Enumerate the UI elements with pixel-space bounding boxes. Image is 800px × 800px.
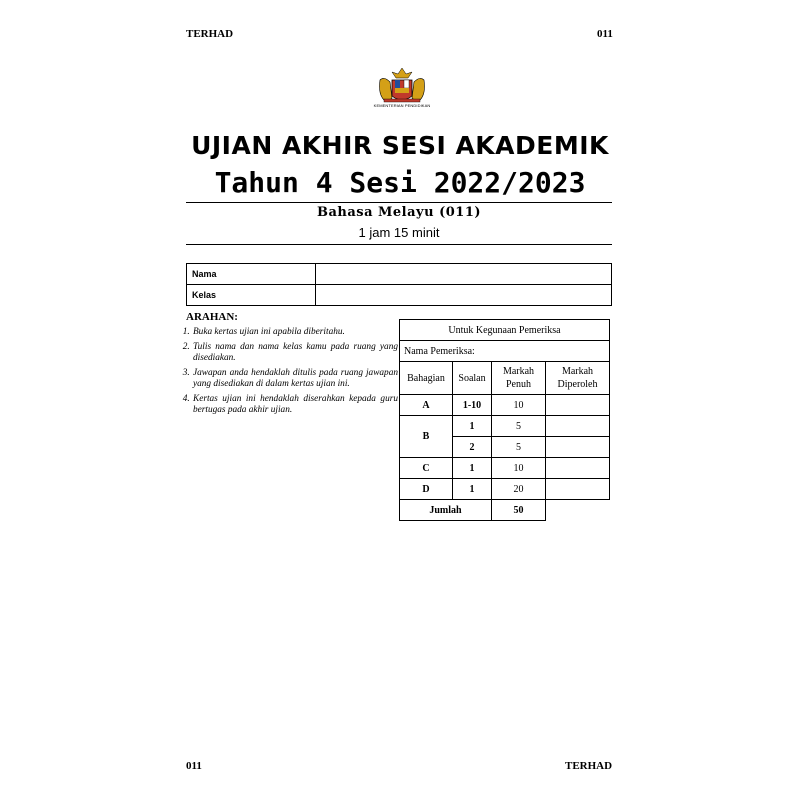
student-info-table: [186, 263, 612, 306]
subject-name: Bahasa Melayu (011): [316, 205, 482, 220]
question-range: 1-10: [453, 395, 492, 416]
name-field[interactable]: [316, 264, 612, 285]
exam-title: UJIAN AKHIR SESI AKADEMIK: [191, 131, 609, 160]
full-marks: 10: [492, 458, 546, 479]
col-header-markah-penuh: Markah Penuh: [492, 362, 546, 395]
obtained-marks-cell[interactable]: [546, 437, 610, 458]
header-paper-code: 011: [597, 28, 613, 40]
class-label: Kelas: [187, 285, 316, 306]
full-marks: 5: [492, 416, 546, 437]
exam-duration: 1 jam 15 minit: [358, 225, 440, 240]
question-range: 1: [453, 479, 492, 500]
section-label: C: [400, 458, 453, 479]
student-class-row: [187, 285, 612, 306]
title-divider-bottom: [186, 244, 612, 245]
question-range: 1: [453, 416, 492, 437]
obtained-marks-cell[interactable]: [546, 416, 610, 437]
instruction-item: 3. Jawapan anda hendaklah ditulis pada ruang jawapan yang disediakan di dalam kertas ujian ini.: [192, 368, 398, 390]
instruction-item: 4. Kertas ujian ini hendaklah diserahkan kepada guru bertugas pada akhir ujian.: [192, 394, 398, 416]
total-row: [400, 500, 610, 521]
obtained-marks-cell[interactable]: [546, 458, 610, 479]
examiner-table-title: Untuk Kegunaan Pemeriksa: [400, 320, 610, 341]
student-name-row: [187, 264, 612, 285]
section-label: A: [400, 395, 453, 416]
full-marks: 10: [492, 395, 546, 416]
examiner-marks-table: [399, 319, 610, 521]
table-row: [400, 395, 610, 416]
title-divider-top: [186, 202, 612, 203]
obtained-marks-cell[interactable]: [546, 479, 610, 500]
name-label: Nama: [187, 264, 316, 285]
exam-session: Tahun 4 Sesi 2022/2023: [214, 166, 586, 199]
total-full-marks: 50: [492, 500, 546, 521]
instruction-item: 1. Buka kertas ujian ini apabila diberitahu.: [192, 327, 398, 338]
class-field[interactable]: [316, 285, 612, 306]
header-classification: TERHAD: [186, 28, 234, 40]
full-marks: 20: [492, 479, 546, 500]
table-row: [400, 479, 610, 500]
col-header-markah-diperoleh: Markah Diperoleh: [546, 362, 610, 395]
total-label: Jumlah: [400, 500, 492, 521]
full-marks: 5: [492, 437, 546, 458]
table-row: [400, 458, 610, 479]
table-row: [400, 416, 610, 437]
instructions-heading: ARAHAN:: [186, 311, 238, 323]
footer-paper-code: 011: [186, 760, 202, 772]
crest-caption: KEMENTERIAN PENDIDIKAN: [373, 103, 431, 108]
obtained-marks-cell[interactable]: [546, 395, 610, 416]
total-blank-cell: [546, 500, 610, 521]
question-range: 2: [453, 437, 492, 458]
section-label: D: [400, 479, 453, 500]
section-label: B: [400, 416, 453, 458]
instructions-list: [176, 327, 398, 420]
question-range: 1: [453, 458, 492, 479]
footer-classification: TERHAD: [565, 760, 613, 772]
col-header-bahagian: Bahagian: [400, 362, 453, 395]
col-header-soalan: Soalan: [453, 362, 492, 395]
instruction-item: 2. Tulis nama dan nama kelas kamu pada ruang yang disediakan.: [192, 342, 398, 364]
examiner-name-field[interactable]: Nama Pemeriksa:: [400, 341, 610, 362]
